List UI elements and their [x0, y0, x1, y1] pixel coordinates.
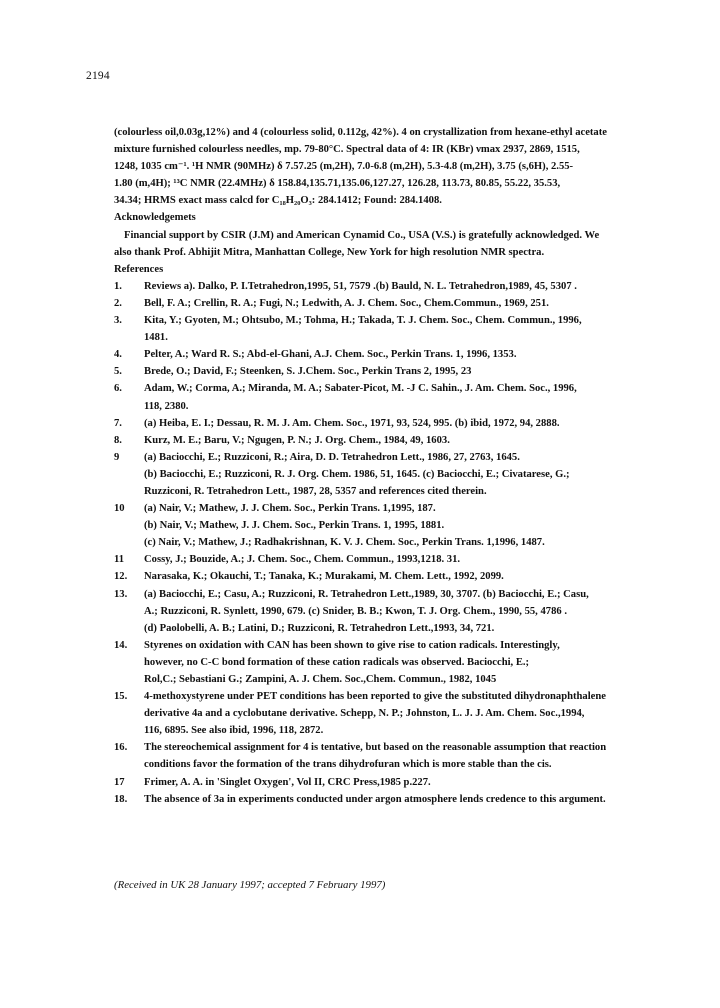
- experimental-line: 34.34; HRMS exact mass calcd for C₁₈H₂₀O₃: 284.1412; Found: 284.1408.: [114, 195, 442, 207]
- reference-line: Kurz, M. E.; Baru, V.; Ngugen, P. N.; J. Org. Chem., 1984, 49, 1603.: [144, 434, 450, 446]
- reference-text: [144, 346, 659, 363]
- reference-number: 6.: [114, 383, 122, 395]
- reference-number: 10: [114, 503, 125, 515]
- reference-number: 7.: [114, 417, 122, 429]
- reference-line: 1481.: [144, 332, 168, 344]
- reference-item: [114, 791, 659, 808]
- reference-item: [114, 380, 659, 414]
- reference-number: 12.: [114, 571, 128, 583]
- reference-text: [144, 312, 659, 346]
- reference-number: 4.: [114, 349, 122, 361]
- acknowledgements-heading: Acknowledgemets: [114, 212, 196, 224]
- reference-text: [144, 739, 659, 773]
- reference-number: 1.: [114, 280, 122, 292]
- reference-item: [114, 637, 659, 688]
- reference-line: however, no C-C bond formation of these cation radicals was observed. Baciocchi, E.;: [144, 656, 530, 668]
- reference-line: Ruzziconi, R. Tetrahedron Lett., 1987, 28, 5357 and references cited therein.: [144, 485, 487, 497]
- reference-line: Cossy, J.; Bouzide, A.; J. Chem. Soc., Chem. Commun., 1993,1218. 31.: [144, 554, 461, 566]
- reference-item: [114, 346, 659, 363]
- reference-item: [114, 415, 659, 432]
- reference-text: [144, 500, 659, 551]
- reference-text: [144, 415, 659, 432]
- reference-number: 17: [114, 776, 125, 788]
- reference-number: 16.: [114, 742, 128, 754]
- experimental-paragraph: [114, 124, 659, 209]
- acknowledgements-line: Financial support by CSIR (J.M) and American Cynamid Co., USA (V.S.) is gratefully acknowledged. We: [124, 229, 600, 241]
- reference-line: A.; Ruzziconi, R. Synlett, 1990, 679. (c) Snider, B. B.; Kwon, T. J. Org. Chem., 1990, 55, 4786 .: [144, 605, 567, 617]
- reference-line: (b) Baciocchi, E.; Ruzziconi, R. J. Org. Chem. 1986, 51, 1645. (c) Baciocchi, E.; Civatarese, G.;: [144, 468, 570, 480]
- reference-text: [144, 363, 659, 380]
- reference-item: [114, 278, 659, 295]
- reference-line: Frimer, A. A. in 'Singlet Oxygen', Vol II, CRC Press,1985 p.227.: [144, 776, 431, 788]
- reference-text: [144, 637, 659, 688]
- references-list: [114, 278, 659, 808]
- reference-item: [114, 449, 659, 500]
- reference-line: 118, 2380.: [144, 400, 189, 412]
- reference-text: [144, 551, 659, 568]
- reference-line: The stereochemical assignment for 4 is tentative, but based on the reasonable assumption that reaction: [144, 742, 607, 754]
- reference-number: 5.: [114, 366, 122, 378]
- reference-line: 116, 6895. See also ibid, 1996, 118, 2872.: [144, 725, 324, 737]
- reference-item: [114, 688, 659, 739]
- reference-item: [114, 551, 659, 568]
- reference-item: [114, 363, 659, 380]
- reference-item: [114, 312, 659, 346]
- reference-text: [144, 586, 659, 637]
- reference-line: conditions favor the formation of the trans dihydrofuran which is more stable than the cis.: [144, 759, 552, 771]
- reference-line: (b) Nair, V.; Mathew, J. J. Chem. Soc., Perkin Trans. 1, 1995, 1881.: [144, 520, 445, 532]
- acknowledgements-line: also thank Prof. Abhijit Mitra, Manhattan College, New York for high resolution NMR spectra.: [114, 246, 545, 258]
- received-line: [114, 879, 385, 891]
- reference-text: [144, 688, 659, 739]
- reference-line: Adam, W.; Corma, A.; Miranda, M. A.; Sabater-Picot, M. -J C. Sahin., J. Am. Chem. Soc., 1996,: [144, 383, 577, 395]
- reference-number: 9: [114, 451, 120, 463]
- reference-line: Narasaka, K.; Okauchi, T.; Tanaka, K.; Murakami, M. Chem. Lett., 1992, 2099.: [144, 571, 504, 583]
- reference-text: [144, 568, 659, 585]
- page-body: [114, 124, 659, 808]
- reference-number: 18.: [114, 793, 128, 805]
- reference-line: Kita, Y.; Gyoten, M.; Ohtsubo, M.; Tohma, H.; Takada, T. J. Chem. Soc., Chem. Commun., 1996,: [144, 315, 582, 327]
- reference-line: (a) Nair, V.; Mathew, J. J. Chem. Soc., Perkin Trans. 1,1995, 187.: [144, 503, 436, 515]
- experimental-line: 1.80 (m,4H); ¹³C NMR (22.4MHz) δ 158.84,135.71,135.06,127.27, 126.28, 113.73, 80.85, 55.22, 35.53,: [114, 178, 561, 190]
- experimental-line: mixture furnished colourless needles, mp. 79-80°C. Spectral data of 4: IR (KBr) νmax 2937, 2869, 1515,: [114, 144, 580, 156]
- reference-number: 11: [114, 554, 125, 566]
- reference-item: [114, 739, 659, 773]
- acknowledgements-paragraph: [114, 227, 659, 261]
- reference-text: [144, 774, 659, 791]
- reference-number: 2.: [114, 297, 122, 309]
- reference-line: (a) Baciocchi, E.; Ruzziconi, R.; Aira, D. D. Tetrahedron Lett., 1986, 27, 2763, 1645.: [144, 451, 520, 463]
- reference-line: (a) Heiba, E. I.; Dessau, R. M. J. Am. Chem. Soc., 1971, 93, 524, 995. (b) ibid, 1972, 94, 2888.: [144, 417, 560, 429]
- reference-text: [144, 278, 659, 295]
- reference-text: [144, 380, 659, 414]
- experimental-line: 1248, 1035 cm⁻¹. ¹H NMR (90MHz) δ 7.57.25 (m,2H), 7.0-6.8 (m,2H), 5.3-4.8 (m,2H), 3.75 (s,6H), 2.55-: [114, 161, 574, 173]
- reference-line: 4-methoxystyrene under PET conditions has been reported to give the substituted dihydronaphthalene: [144, 691, 606, 703]
- reference-number: 13.: [114, 588, 128, 600]
- reference-line: Styrenes on oxidation with CAN has been shown to give rise to cation radicals. Interestingly,: [144, 639, 560, 651]
- reference-line: Rol,C.; Sebastiani G.; Zampini, A. J. Chem. Soc.,Chem. Commun., 1982, 1045: [144, 674, 497, 685]
- reference-line: Brede, O.; David, F.; Steenken, S. J.Chem. Soc., Perkin Trans 2, 1995, 23: [144, 366, 472, 378]
- reference-item: [114, 432, 659, 449]
- reference-number: 14.: [114, 639, 128, 651]
- reference-number: 15.: [114, 691, 128, 703]
- received-text: (Received in UK 28 January 1997; accepted 7 February 1997): [114, 879, 386, 891]
- reference-number: 8.: [114, 434, 122, 446]
- reference-line: Bell, F. A.; Crellin, R. A.; Fugi, N.; Ledwith, A. J. Chem. Soc., Chem.Commun., 1969, 251.: [144, 297, 549, 309]
- reference-line: (d) Paolobelli, A. B.; Latini, D.; Ruzziconi, R. Tetrahedron Lett.,1993, 34, 721.: [144, 622, 495, 634]
- reference-text: [144, 449, 659, 500]
- reference-text: [144, 432, 659, 449]
- reference-item: [114, 568, 659, 585]
- reference-line: (c) Nair, V.; Mathew, J.; Radhakrishnan, K. V. J. Chem. Soc., Perkin Trans. 1,1996, 1487.: [144, 537, 545, 549]
- reference-line: derivative 4a and a cyclobutane derivative. Schepp, N. P.; Johnston, L. J. J. Am. Chem. Soc.,1994,: [144, 708, 585, 720]
- reference-line: Pelter, A.; Ward R. S.; Abd-el-Ghani, A.J. Chem. Soc., Perkin Trans. 1, 1996, 1353.: [144, 349, 517, 361]
- reference-line: (a) Baciocchi, E.; Casu, A.; Ruzziconi, R. Tetrahedron Lett.,1989, 30, 3707. (b) Baciocchi, E.; Casu,: [144, 588, 589, 600]
- page-number: 2194: [86, 70, 110, 82]
- experimental-line: (colourless oil,0.03g,12%) and 4 (colourless solid, 0.112g, 42%). 4 on crystallization from hexane-ethyl acetate: [114, 127, 607, 138]
- references-heading: References: [114, 263, 164, 275]
- reference-text: [144, 295, 659, 312]
- reference-number: 3.: [114, 315, 122, 327]
- reference-line: The absence of 3a in experiments conducted under argon atmosphere lends credence to this argument.: [144, 793, 606, 805]
- reference-text: [144, 791, 659, 808]
- reference-item: [114, 500, 659, 551]
- reference-item: [114, 295, 659, 312]
- reference-line: Reviews a). Dalko, P. I.Tetrahedron,1995, 51, 7579 .(b) Bauld, N. L. Tetrahedron,1989, 45, 5307 .: [144, 280, 577, 292]
- reference-item: [114, 586, 659, 637]
- reference-item: [114, 774, 659, 791]
